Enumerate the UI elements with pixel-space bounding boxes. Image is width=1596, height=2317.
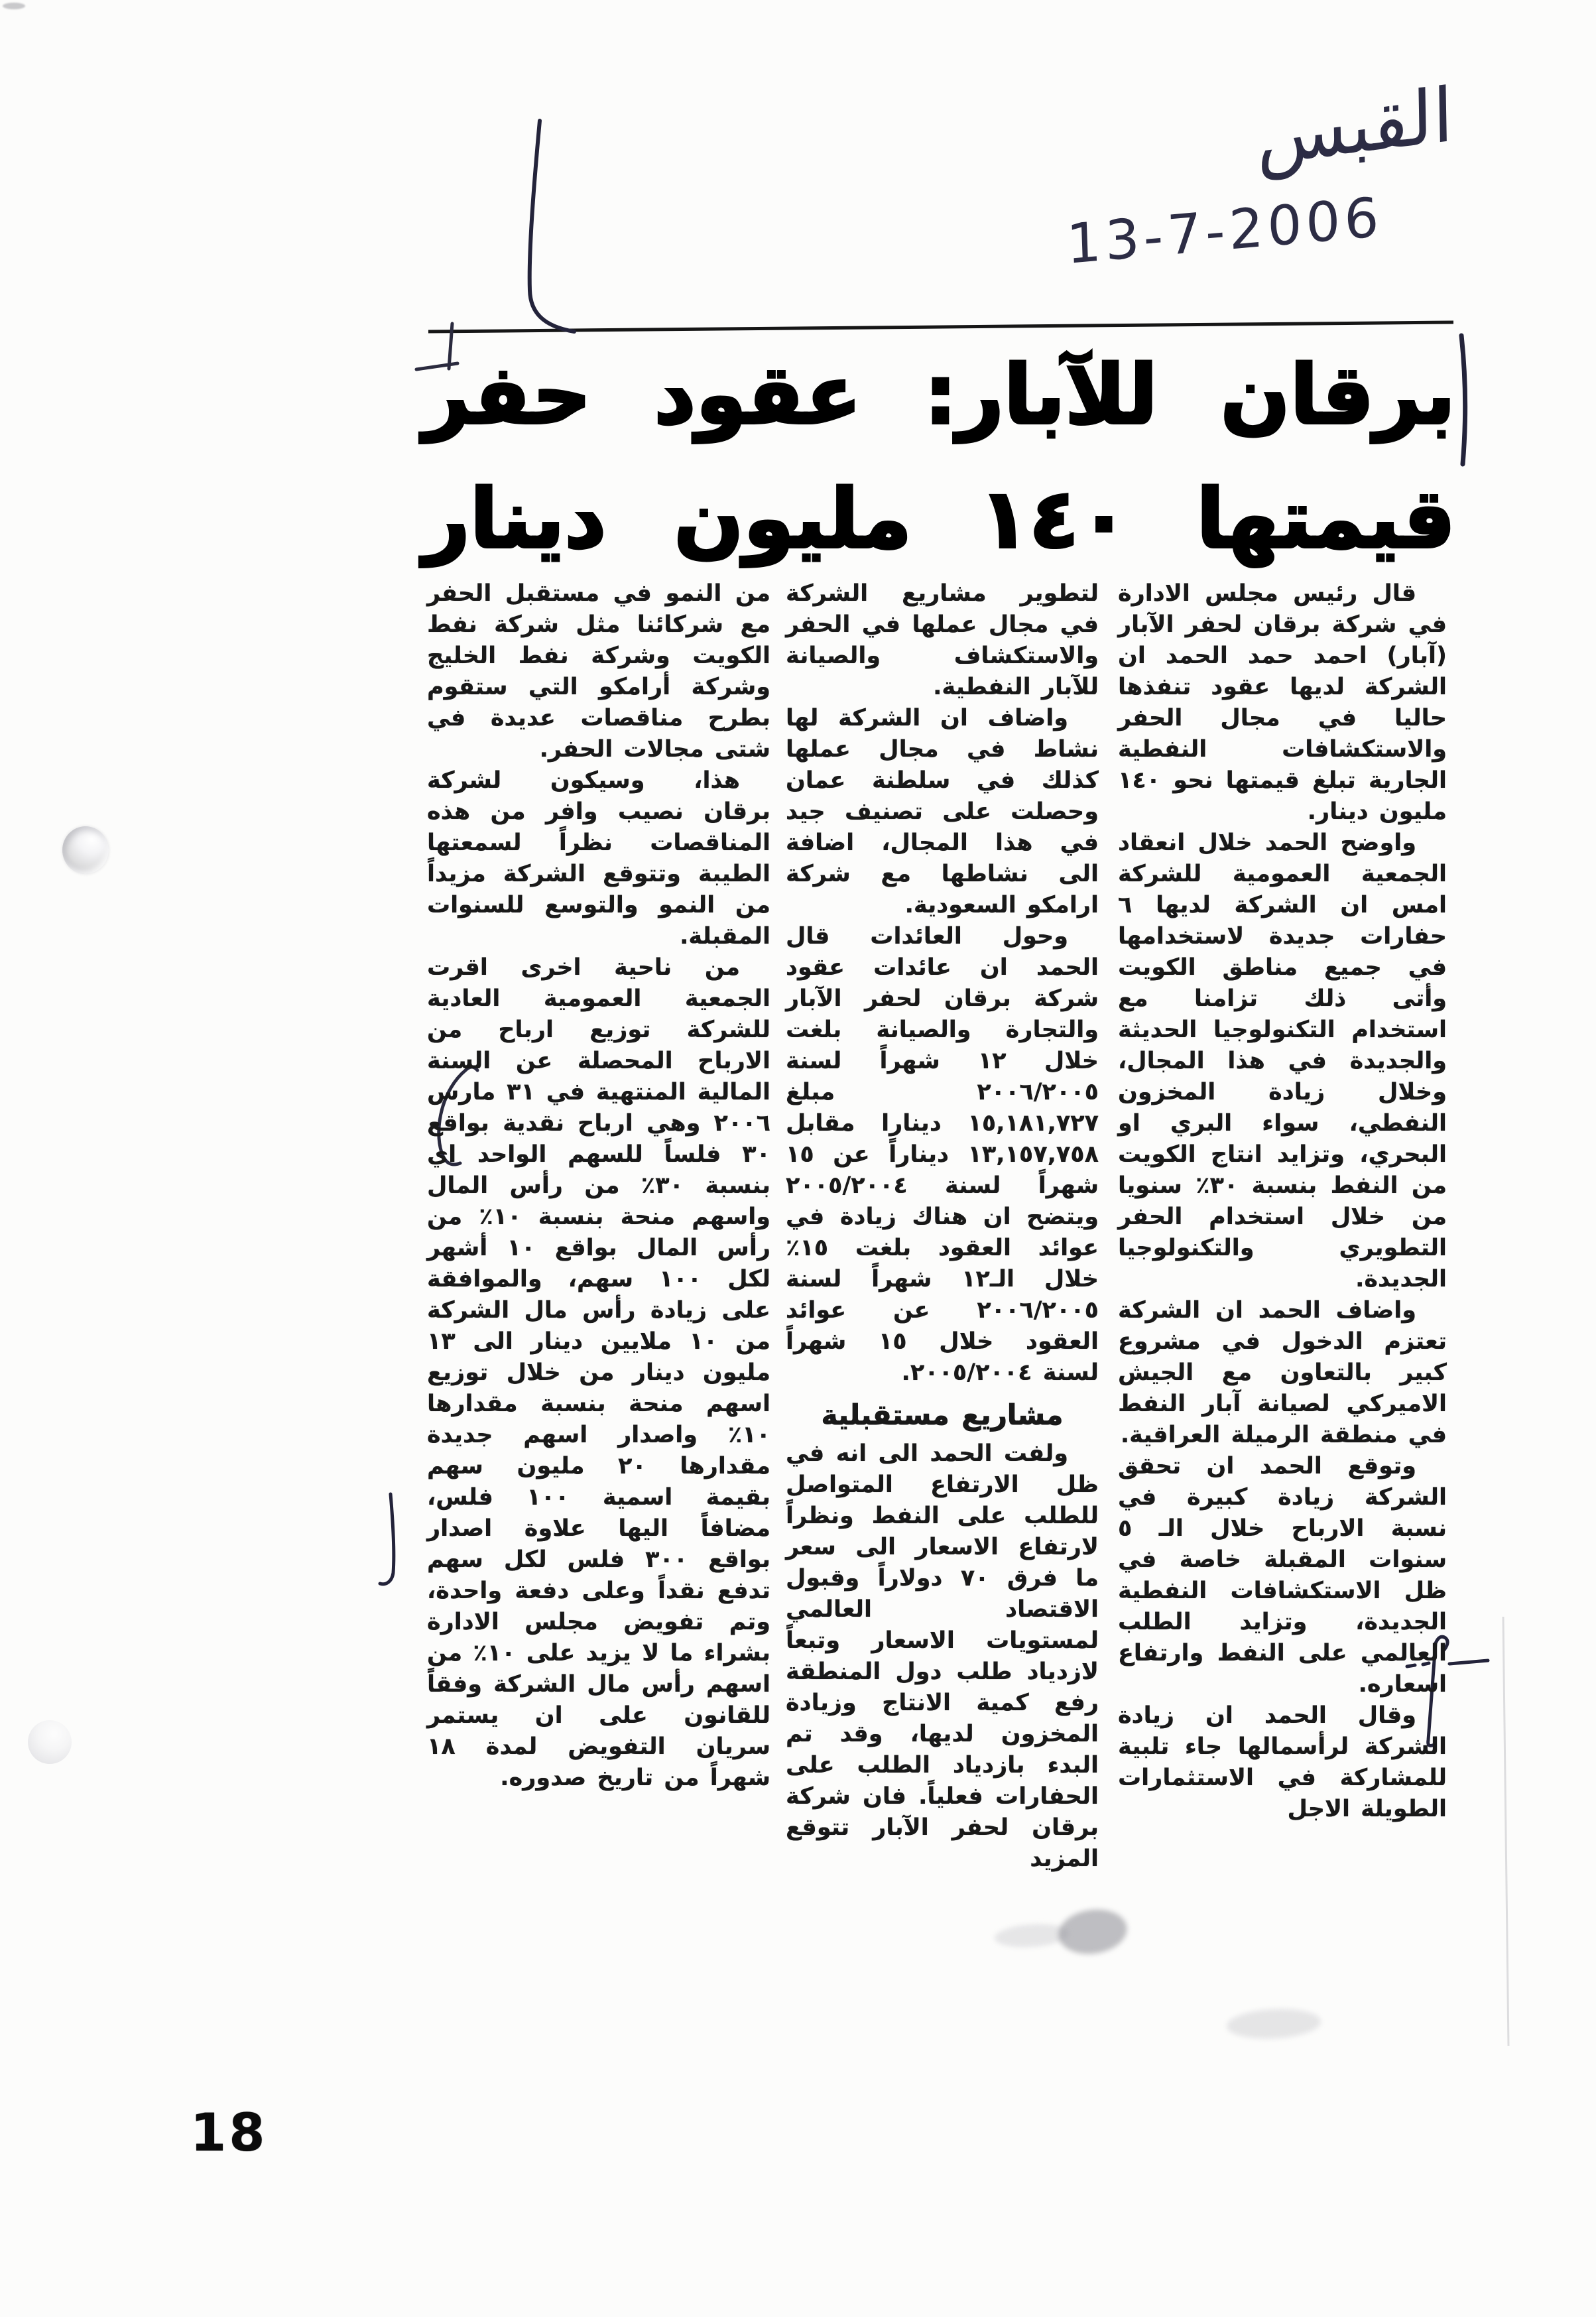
handwritten-date: 13-7-2006 (1065, 186, 1384, 277)
paragraph: وقال الحمد ان زيادة الشركة لرأسمالها جاء تلبية للمشاركة في الاستثمارات الطويلة الاجل (1118, 1702, 1447, 1822)
paragraph-continuation: من النمو في مستقبل الحفر مع شركائنا مثل شركة نفط الكويت وشركة نفط الخليج وشركة أرامكو التي ستقوم بطرح مناقصات عديدة في شتى مجالات الحفر. (427, 580, 770, 763)
pen-mark-vertical-top (530, 121, 574, 332)
article-column-middle (786, 578, 1099, 1875)
hole-punch-top (62, 826, 109, 874)
ink-smudge (1226, 2007, 1321, 2040)
headline-line-2: قيمتها ١٤٠ مليون دينار (423, 472, 1456, 567)
article-column-left (427, 578, 770, 1794)
paragraph: من ناحية اخرى اقرت الجمعية العمومية العادية للشركة توزيع ارباح من الارباح المحصلة عن السنة المالية المنتهية في ٣١ مارس ٢٠٠٦ وهي ارباح نقدية بواقع ٣٠ فلساً للسهم الواحد اي بنسبة ٣٠٪ من رأس المال واسهم منحة بنسبة ١٠٪ من رأس المال بواقع ١٠ أشهر لكل ١٠٠ سهم، والموافقة على زيادة رأس مال الشركة من ١٠ ملايين دينار الى ١٣ مليون دينار من خلال توزيع اسهم منحة بنسبة مقدارها ١٠٪ واصدار اسهم جديدة مقدارها ٢٠ مليون سهم بقيمة اسمية ١٠٠ فلس، مضافاً اليها علاوة اصدار بواقع ٣٠٠ فلس لكل سهم تدفع نقداً وعلى دفعة واحدة، وتم تفويض مجلس الادارة بشراء ما لا يزيد على ١٠٪ من اسهم رأس مال الشركة وفقاً للقانون على ان يستمر سريان التفويض لمدة ١٨ شهراً من تاريخ صدوره. (427, 954, 770, 1791)
paragraph: واضاف ان الشركة لها نشاط في مجال عملها كذلك في سلطنة عمان وحصلت على تصنيف جيد في هذا المجال، اضافة الى نشاطها مع شركة ارامكو السعودية. (786, 705, 1099, 918)
paper-crease-line (1503, 1617, 1508, 2046)
section-subheading: مشاريع مستقبلية (821, 1399, 1064, 1431)
paragraph: واضاف الحمد ان الشركة تعتزم الدخول في مشروع كبير بالتعاون مع الجيش الاميركي لصيانة آبار النفط في منطقة الرميلة العراقية. (1118, 1297, 1447, 1448)
paragraph: هذا، وسيكون لشركة برقان نصيب وافر من هذه المناقصات نظراً لسمعتها الطيبة وتتوقع الشركة مزيداً من النمو والتوسع للسنوات المقبلة. (427, 767, 770, 950)
pen-mark-headline-right (1461, 336, 1465, 464)
paragraph: وتوقع الحمد ان تحقق الشركة زيادة كبيرة في نسبة الارباح خلال الـ ٥ سنوات المقبلة خاصة في ظل الاستكشافات النفطية الجديدة، وتزايد الطلب العالمي على النفط وارتفاع اسعاره. (1118, 1453, 1447, 1698)
hole-punch-bottom (28, 1720, 72, 1764)
paragraph: ولفت الحمد الى انه في ظل الارتفاع المتواصل للطلب على النفط ونظراً لارتفاع الاسعار الى سعر ما فرق ٧٠ دولاراً وقبول الاقتصاد العالمي لمستويات الاسعار وتبعاً لازدياد طلب دول المنطقة رفع كمية الانتاج وزيادة المخزون لديها، وقد تم البدء بازدياد الطلب على الحفارات فعلياً. فان شركة برقان لحفر الآبار تتوقع المزيد (786, 1440, 1099, 1872)
ink-smudge (994, 1922, 1070, 1950)
article-top-rule (428, 322, 1453, 332)
handwritten-newspaper-name: القبس (1255, 72, 1454, 183)
article-column-right (1118, 578, 1447, 1825)
paragraph-continuation: لتطوير مشاريع الشركة في مجال عملها في الحفر والاستكشاف والصيانة للآبار النفطية. (786, 580, 1099, 700)
paragraph: واوضح الحمد خلال انعقاد الجمعية العمومية للشركة امس ان الشركة لديها ٦ حفارات جديدة لاستخدامها في جميع مناطق الكويت وأتى ذلك تزامنا مع استخدام التكنولوجيا الحديثة والجديدة في هذا المجال، وخلال زيادة المخزون النفطي، سواء البري او البحري، وتزايد انتاج الكويت من النفط بنسبة ٣٠٪ سنويا من خلال استخدام الحفر التطويري والتكنولوجيا الجديدة. (1118, 830, 1447, 1292)
headline-line-1: برقان للآبار: عقود حفر (423, 348, 1455, 443)
article-headline (423, 334, 1455, 582)
scan-edge-mark (3, 3, 25, 9)
pen-mark-bottom-left (380, 1494, 394, 1584)
paragraph: وحول العائدات قال الحمد ان عائدات عقود شركة برقان لحفر الآبار والتجارة والصيانة بلغت خلال ١٢ شهراً لسنة ٢٠٠٦/٢٠٠٥ مبلغ ١٥,١٨١,٧٢٧ دينارا مقابل ١٣,١٥٧,٧٥٨ ديناراً عن ١٥ شهراً لسنة ٢٠٠٥/٢٠٠٤ ويتضح ان هناك زيادة في عوائد العقود بلغت ١٥٪ خلال الـ١٢ شهراً لسنة ٢٠٠٦/٢٠٠٥ عن عوائد العقود خلال ١٥ شهراً لسنة ٢٠٠٥/٢٠٠٤. (786, 923, 1099, 1386)
paragraph: قال رئيس مجلس الادارة في شركة برقان لحفر الآبار (آبار) احمد حمد الحمد ان الشركة لديها عقود تنفذها حاليا في مجال الحفر والاستكشافات النفطية الجارية تبلغ قيمتها نحو ١٤٠ مليون دينار. (1118, 580, 1447, 825)
page-number: 18 (190, 2103, 268, 2163)
